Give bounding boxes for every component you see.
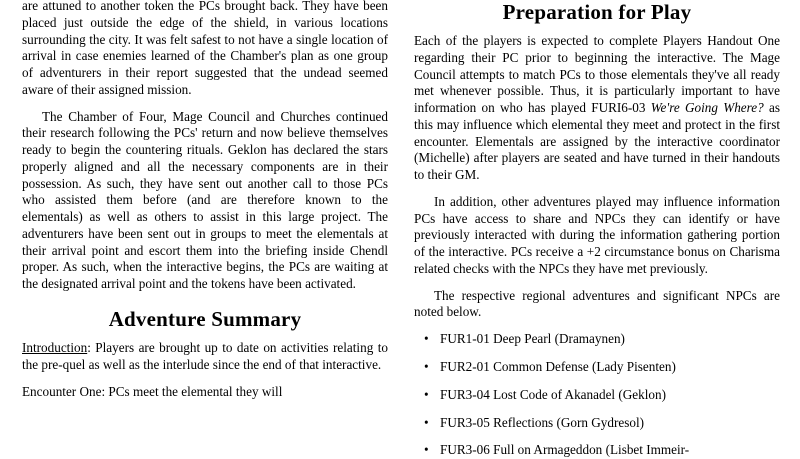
paragraph-other-adventures: In addition, other adventures played may influence information PCs have access to share and NPCs they can identify or have previously interacted with during the information gathering portion of the interactive. PCs receive a +2 circumstance bonus on Charisma related checks with the NPCs they have met previously. [414,193,780,276]
introduction-text: : Players are brought up to date on activities relating to the pre-quel as well as the interlude since the end of that interactive. [22,340,388,372]
paragraph-regional-adventures-note: The respective regional adventures and significant NPCs are noted below. [414,287,780,320]
two-column-layout [22,0,780,458]
adventure-list [414,331,780,459]
list-item: • FUR2-01 Common Defense (Lady Pisenten) [414,359,780,376]
section-heading-adventure-summary: Adventure Summary [108,307,302,332]
list-item: • FUR1-01 Deep Pearl (Dramaynen) [414,331,780,348]
paragraph-player-handout [414,33,780,184]
list-item: • FUR3-05 Reflections (Gorn Gydresol) [414,415,780,432]
right-column [414,0,780,458]
list-item: • FUR3-04 Lost Code of Akanadel (Geklon) [414,387,780,404]
introduction-label: Introduction [22,340,88,356]
list-item: • FUR3-06 Full on Armageddon (Lisbet Immeir- [414,442,780,459]
paragraph-chamber-of-four: The Chamber of Four, Mage Council and Churches continued their research following the PCs' return and now believe themselves ready to begin the countering rituals. Geklon has declared the stars properly aligned and all the necessary components are in their possession. As such, they have sent out another call to those PCs who assisted them before (and are therefore known to the elementals) as well as others to assist in this large project. The adventurers have been sent out in groups to meet the elementals at their arrival point and escort them into the briefing inside Chendl proper. As such, when the interactive begins, the PCs are waiting at the designated arrival point and the tokens have been activated. [22,108,388,292]
paragraph-encounter-one-clipped: Encounter One: PCs meet the elemental they will [22,383,283,399]
paragraph-continued: are attuned to another token the PCs brought back. They have been placed just outside the edge of the shield, in various locations surrounding the city. It was felt safest to not have a single location of arrival in case enemies learned of the Chamber's plan as one group of adventurers in their report suggested that the undead seemed aware of their assigned mission. [22,0,388,97]
left-column [22,0,388,450]
text-run: as this may influence which elemental they meet and protect in the first encounter. Elementals are assigned by the interactive coordinator (Michelle) after players are seated and have turned in their handouts to their GM. [414,100,780,183]
adventure-title-italic: We're Going Where? [650,100,764,116]
text-run: Each of the players is expected to complete Players Handout One regarding their PC prior to beginning the interactive. The Mage Council attempts to match PCs to those elementals they've all ready met whenever possible. Thus, it is particularly important to have information on who has played FURI6-03 [414,33,780,116]
paragraph-introduction [22,340,388,374]
section-heading-preparation-for-play: Preparation for Play [502,0,692,24]
